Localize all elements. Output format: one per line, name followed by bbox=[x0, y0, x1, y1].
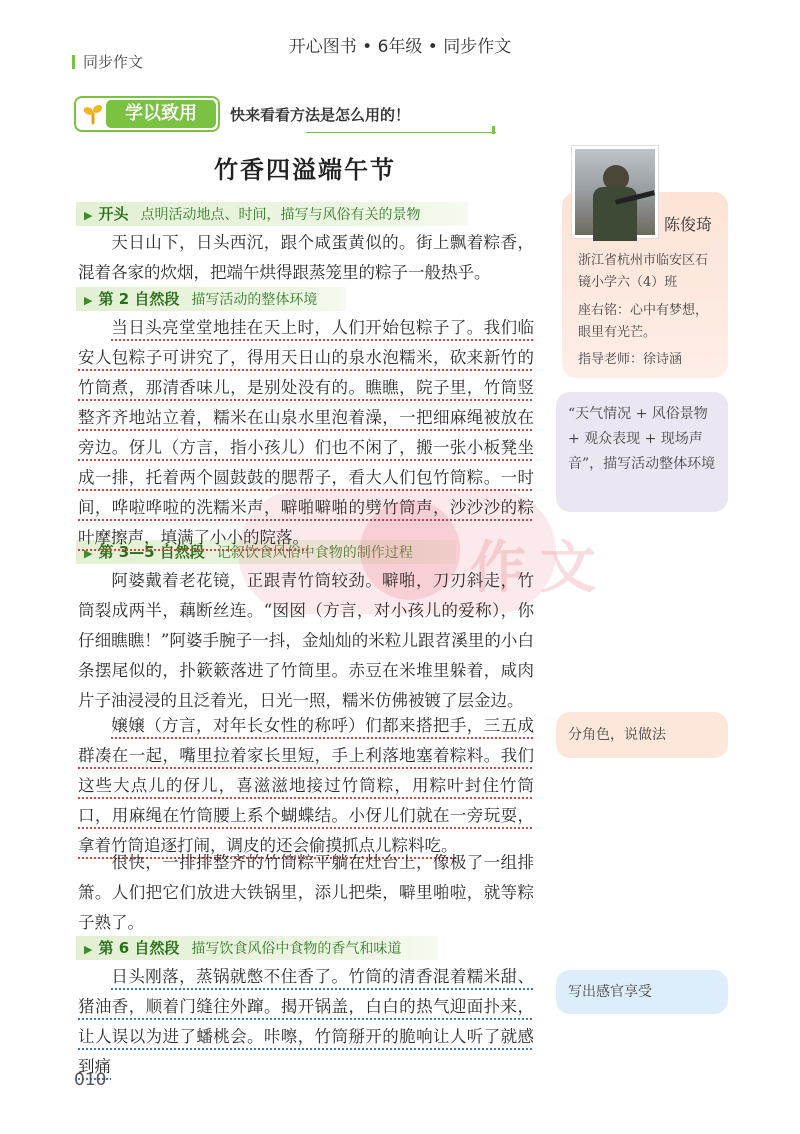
banner-tick bbox=[492, 126, 495, 134]
margin-note-senses: 写出感官享受 bbox=[556, 970, 728, 1014]
paragraph-text: 天日山下，日头西沉，跟个咸蛋黄似的。街上飘着粽香，混着各家的炊烟，把端午烘得跟蒸笼里的粽子一般热乎。 bbox=[78, 233, 534, 282]
triangle-icon: ▶ bbox=[84, 294, 93, 307]
paragraph-text: 阿婆戴着老花镜，正跟青竹筒较劲。噼啪，刀刃斜走，竹筒裂成两半，藕断丝连。“囡囡（方言，对小孩儿的爱称），你仔细瞧瞧！”阿婆手腕子一抖，金灿灿的米粒儿跟苕溪里的小白条摆尾似的，扑簌簌落进了竹筒里。赤豆在米堆里躲着，咸肉片子油浸浸的且泛着光，日光一照，糯米仿佛被镀了层金边。 bbox=[78, 571, 534, 710]
paragraph-1 bbox=[78, 228, 534, 288]
triangle-icon: ▶ bbox=[84, 547, 93, 560]
section-label-para2 bbox=[76, 287, 346, 311]
paragraph-2 bbox=[78, 313, 534, 553]
essay-title: 竹香四溢端午节 bbox=[214, 155, 396, 184]
paragraph-text: 日头刚落，蒸锅就憋不住香了。竹筒的清香混着糯米甜、猪油香，顺着门缝往外蹿。揭开锅盖，白白的热气迎面扑来，让人误以为进了蟠桃会。咔嚓，竹筒掰开的脆响让人听了就感到痛 bbox=[78, 967, 534, 1076]
section-tab: 同步作文 bbox=[72, 55, 143, 69]
section-banner bbox=[74, 96, 420, 134]
section-name: 第 3—5 自然段 bbox=[98, 543, 205, 561]
author-motto: 座右铭：心中有梦想，眼里有光芒。 bbox=[578, 303, 709, 340]
section-name: 第 2 自然段 bbox=[98, 290, 180, 308]
margin-note-roles: 分角色，说做法 bbox=[556, 712, 728, 758]
margin-note-environment: “天气情况 + 风俗景物 + 观众表现 + 现场声音”，描写活动整体环境 bbox=[556, 392, 728, 512]
banner-pill bbox=[74, 96, 220, 132]
section-desc: 描写饮食风俗中食物的香气和味道 bbox=[191, 941, 402, 957]
author-school: 浙江省杭州市临安区石镜小学六（4）班 bbox=[578, 253, 709, 290]
section-desc: 记叙饮食风俗中食物的制作过程 bbox=[216, 545, 413, 561]
paragraph-text: 当日头亮堂堂地挂在天上时，人们开始包粽子了。我们临安人包粽子可讲究了，得用天日山的泉水泡糯米，砍来新竹的竹筒煮，那清香味儿，是别处没有的。瞧瞧，院子里，竹筒竖整齐齐地站立着，糯米在山泉水里泡着澡，一把细麻绳被放在旁边。伢儿（方言，指小孩儿）们也不闲了，搬一张小板凳坐成一排，托着两个圆鼓鼓的腮帮子，看大人们包竹筒粽。一时间，哗啦哗啦的洗糯米声，噼啪噼啪的劈竹筒声，沙沙沙的粽叶摩擦声，填满了小小的院落。 bbox=[78, 318, 534, 547]
section-desc: 点明活动地点、时间，描写与风俗有关的景物 bbox=[140, 207, 421, 223]
paragraph-4 bbox=[78, 711, 534, 861]
section-label-para6 bbox=[76, 936, 438, 960]
paragraph-6 bbox=[78, 962, 534, 1076]
banner-divider bbox=[306, 132, 496, 133]
section-name: 开头 bbox=[98, 205, 129, 223]
sprout-icon bbox=[82, 103, 104, 125]
author-teacher: 指导老师：徐诗涵 bbox=[578, 352, 683, 367]
paragraph-3 bbox=[78, 566, 534, 716]
banner-title: 学以致用 bbox=[106, 100, 216, 128]
triangle-icon: ▶ bbox=[84, 943, 93, 956]
watermark-text: 作文 bbox=[470, 536, 610, 601]
paragraph-text: 很快，一排排整齐的竹筒粽平躺在灶台上，像极了一组排箫。人们把它们放进大铁锅里，添儿把柴，噼里啪啦，就等粽子熟了。 bbox=[78, 853, 534, 932]
author-name: 陈俊琦 bbox=[664, 215, 713, 234]
paragraph-text: 嬢嬢（方言，对年长女性的称呼）们都来搭把手，三五成群凑在一起，嘴里拉着家长里短，手上利落地塞着粽料。我们这些大点儿的伢儿，喜滋滋地接过竹筒粽，用粽叶封住竹筒口，用麻绳在竹筒腰上系个蝴蝶结。小伢儿们就在一旁玩耍，拿着竹筒追逐打闹，调皮的还会偷摸抓点儿粽料吃。 bbox=[78, 716, 534, 855]
paragraph-5 bbox=[78, 848, 534, 938]
banner-subtitle: 快来看看方法是怎么用的！ bbox=[230, 106, 411, 124]
section-label-opening bbox=[76, 202, 468, 226]
author-photo bbox=[572, 146, 658, 238]
section-desc: 描写活动的整体环境 bbox=[191, 292, 318, 308]
page-number: 010 bbox=[74, 1070, 107, 1090]
section-name: 第 6 自然段 bbox=[98, 939, 180, 957]
triangle-icon: ▶ bbox=[84, 209, 93, 222]
running-head: 开心图书 • 6年级 • 同步作文 bbox=[288, 37, 512, 57]
